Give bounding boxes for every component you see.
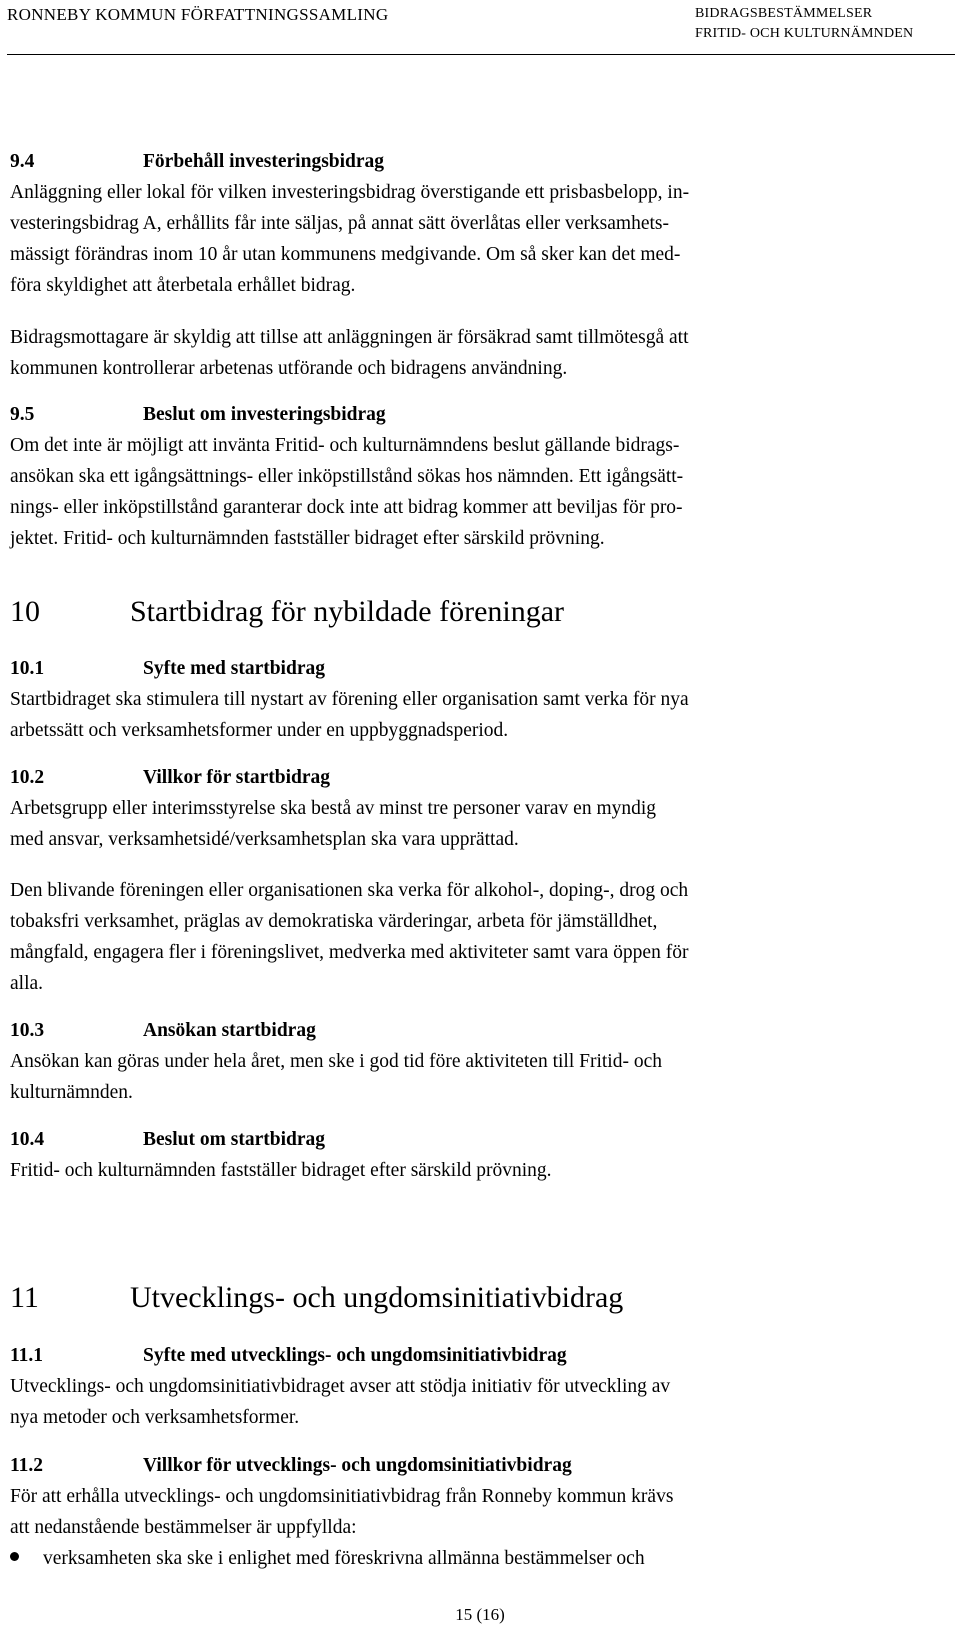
- section-number: 10.3: [10, 1020, 45, 1041]
- section-heading: [10, 1340, 905, 1371]
- section-title: Syfte med startbidrag: [143, 658, 325, 679]
- section-9-5: [10, 399, 905, 554]
- list-item-text: verksamheten ska ske i enlighet med föreskrivna allmänna bestämmelser och: [43, 1548, 645, 1569]
- paragraph: [10, 177, 905, 301]
- chapter-heading: [10, 594, 905, 630]
- section-number: 10.4: [10, 1129, 45, 1150]
- section-heading: [10, 399, 905, 430]
- section-number: 9.5: [10, 404, 35, 425]
- text-line: Ansökan kan göras under hela året, men ske i god tid före aktiviteten till Fritid- och: [10, 1051, 662, 1072]
- header-left-title: RONNEBY KOMMUN FÖRFATTNINGSSAMLING: [7, 5, 389, 24]
- text-line: kommunen kontrollerar arbetenas utförande och bidragens användning.: [10, 358, 568, 379]
- text-line: kulturnämnden.: [10, 1082, 133, 1103]
- text-line: nings- eller inköpstillstånd garanterar dock inte att bidrag kommer att beviljas för pro-: [10, 497, 683, 518]
- section-heading: [10, 653, 905, 684]
- section-10-2: [10, 762, 905, 855]
- text-line: Den blivande föreningen eller organisationen ska verka för alkohol-, doping-, drog och: [10, 880, 689, 901]
- text-line: vesteringsbidrag A, erhållits får inte säljas, på annat sätt överlåtas eller verksamhets-: [10, 213, 669, 234]
- chapter-number: 11: [10, 1281, 39, 1314]
- section-heading: [10, 1124, 905, 1155]
- header-right: [695, 4, 955, 44]
- text-line: mässigt förändras inom 10 år utan kommunens medgivande. Om så sker kan det med-: [10, 244, 681, 265]
- text-line: att nedanstående bestämmelser är uppfyllda:: [10, 1517, 357, 1538]
- bullet-list: [10, 1543, 905, 1574]
- text-line: Fritid- och kulturnämnden fastställer bidraget efter särskild prövning.: [10, 1160, 552, 1181]
- section-number: 11.1: [10, 1345, 44, 1366]
- text-line: alla.: [10, 973, 44, 994]
- list-item: [10, 1543, 905, 1574]
- section-number: 11.2: [10, 1455, 44, 1476]
- section-10-1: [10, 653, 905, 746]
- chapter-heading: [10, 1280, 905, 1316]
- section-9-4: [10, 146, 905, 301]
- text-line: tobaksfri verksamhet, präglas av demokratiska värderingar, arbeta för jämställdhet,: [10, 911, 658, 932]
- header-right-line1: BIDRAGSBESTÄMMELSER: [695, 6, 873, 21]
- section-title: Beslut om investeringsbidrag: [143, 404, 386, 425]
- text-line: Startbidraget ska stimulera till nystart av förening eller organisation samt verka för nya: [10, 689, 689, 710]
- text-line: Utvecklings- och ungdomsinitiativbidraget avser att stödja initiativ för utveckling av: [10, 1376, 671, 1397]
- section-title: Förbehåll investeringsbidrag: [143, 151, 385, 172]
- section-heading: [10, 762, 905, 793]
- section-heading: [10, 1015, 905, 1046]
- text-line: föra skyldighet att återbetala erhållet bidrag.: [10, 275, 356, 296]
- section-heading: [10, 146, 905, 177]
- chapter-title: Startbidrag för nybildade föreningar: [130, 595, 565, 628]
- section-title: Ansökan startbidrag: [143, 1020, 316, 1041]
- text-line: Bidragsmottagare är skyldig att tillse att anläggningen är försäkrad samt tillmötesgå att: [10, 327, 689, 348]
- text-line: med ansvar, verksamhetsidé/verksamhetsplan ska vara upprättad.: [10, 829, 519, 850]
- section-title: Syfte med utvecklings- och ungdomsinitiativbidrag: [143, 1345, 567, 1366]
- section-title: Villkor för utvecklings- och ungdomsinitiativbidrag: [143, 1455, 572, 1476]
- page-number: 15 (16): [455, 1605, 505, 1624]
- text-line: Om det inte är möjligt att invänta Fritid- och kulturnämndens beslut gällande bidrags-: [10, 435, 680, 456]
- header-rule: [7, 54, 955, 55]
- chapter-number: 10: [10, 595, 40, 628]
- section-title: Beslut om startbidrag: [143, 1129, 325, 1150]
- text-line: nya metoder och verksamhetsformer.: [10, 1407, 300, 1428]
- section-number: 9.4: [10, 151, 35, 172]
- text-line: För att erhålla utvecklings- och ungdomsinitiativbidrag från Ronneby kommun krävs: [10, 1486, 674, 1507]
- section-11-1: [10, 1340, 905, 1433]
- text-line: arbetssätt och verksamhetsformer under en uppbyggnadsperiod.: [10, 720, 509, 741]
- bullet-icon: [10, 1543, 43, 1574]
- text-line: ansökan ska ett igångsättnings- eller inköpstillstånd sökas hos nämnden. Ett igångsätt-: [10, 466, 684, 487]
- section-11-2: [10, 1450, 905, 1574]
- chapter-title: Utvecklings- och ungdomsinitiativbidrag: [130, 1281, 624, 1314]
- text-line: mångfald, engagera fler i föreningslivet, medverka med aktiviteter samt vara öppen för: [10, 942, 689, 963]
- chapter-11: [10, 1280, 905, 1316]
- section-number: 10.2: [10, 767, 45, 788]
- section-title: Villkor för startbidrag: [143, 767, 331, 788]
- section-heading: [10, 1450, 905, 1481]
- section-10-3: [10, 1015, 905, 1108]
- section-number: 10.1: [10, 658, 45, 679]
- text-line: Arbetsgrupp eller interimsstyrelse ska bestå av minst tre personer varav en myndig: [10, 798, 657, 819]
- paragraph-9-4-b: [10, 322, 905, 384]
- text-line: jektet. Fritid- och kulturnämnden fastställer bidraget efter särskild prövning.: [10, 528, 605, 549]
- header-right-line2: FRITID- OCH KULTURNÄMNDEN: [695, 26, 914, 41]
- section-10-4: [10, 1124, 905, 1186]
- text-line: Anläggning eller lokal för vilken investeringsbidrag överstigande ett prisbasbelopp, in-: [10, 182, 690, 203]
- paragraph-10-2-b: [10, 875, 905, 999]
- chapter-10: [10, 594, 905, 630]
